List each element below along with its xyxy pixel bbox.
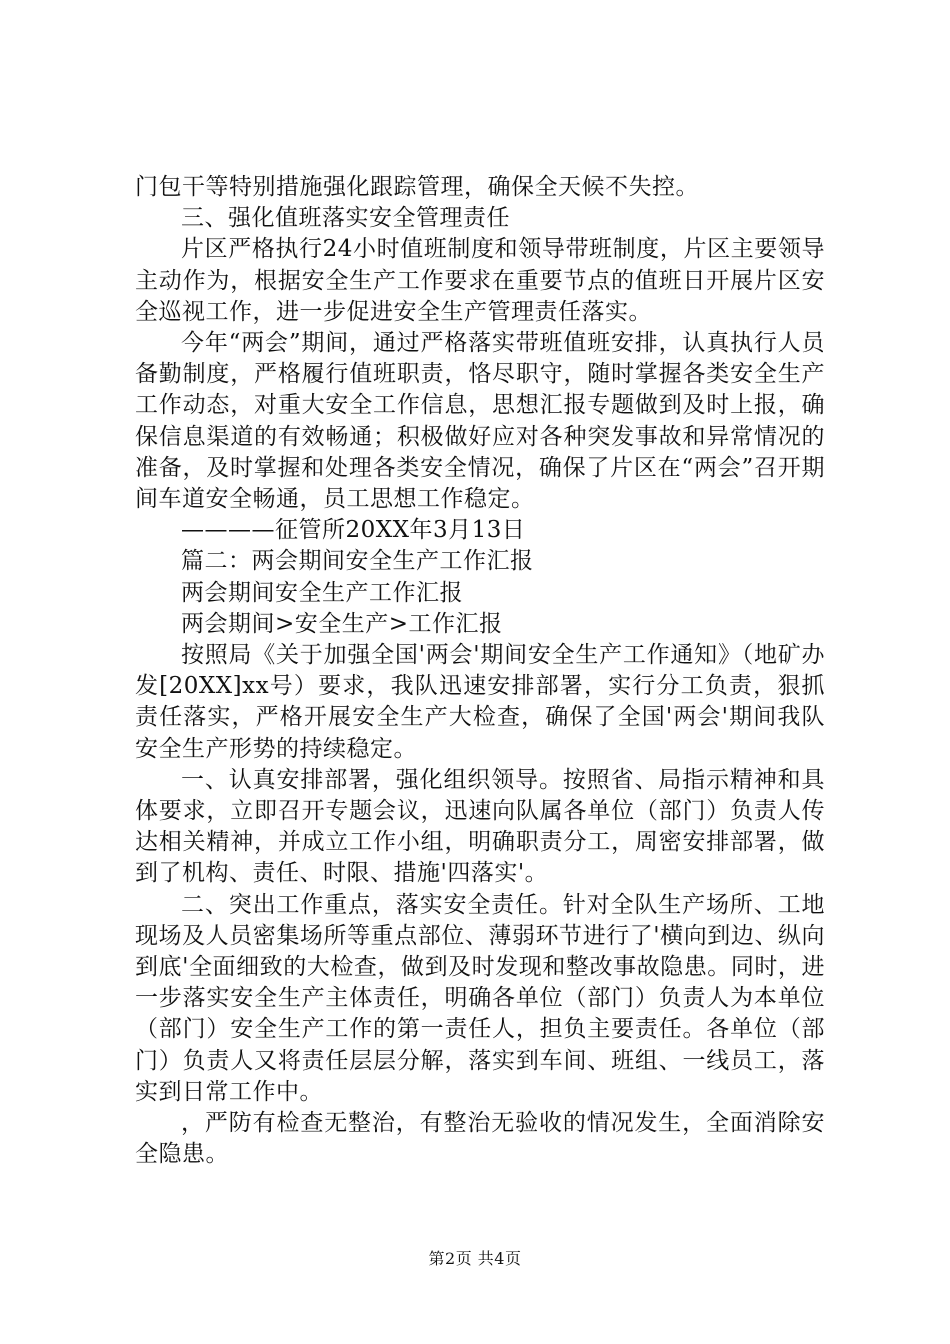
page-footer: 第2页 共4页 [428, 1249, 522, 1268]
paragraph-closing-fragment: ，严防有检查无整治，有整治无验收的情况发生，全面消除安全隐患。 [135, 1110, 825, 1168]
paragraph-section-one: 一、认真安排部署，强化组织领导。按照省、局指示精神和具体要求，立即召开专题会议，迅速向队属各单位（部门）负责人传达相关精神，并成立工作小组，明确职责分工，周密安排部署，做到了机构、责任、时限、措施'四落实'。 [135, 766, 825, 887]
document-body [135, 172, 825, 1171]
paragraph-section-two: 二、突出工作重点，落实安全责任。针对全队生产场所、工地现场及人员密集场所等重点部位、薄弱环节进行了'横向到边、纵向到底'全面细致的大检查，做到及时发现和整改事故隐患。同时，进一步落实安全生产主体责任，明确各单位（部门）负责人为本单位（部门）安全生产工作的第一责任人，担负主要责任。各单位（部门）负责人又将责任层层分解，落实到车间、班组、一线员工，落实到日常工作中。 [135, 891, 825, 1105]
article-two-subtitle: 两会期间安全生产工作汇报 [181, 579, 463, 606]
paragraph-two-sessions-duty: 今年“两会”期间，通过严格落实带班值班安排，认真执行人员备勤制度，严格履行值班职责，恪尽职守，随时掌握各类安全生产工作动态，对重大安全工作信息，思想汇报专题做到及时上报，确保信息渠道的有效畅通；积极做好应对各种突发事故和异常情况的准备，及时掌握和处理各类安全情况，确保了片区在“两会”召开期间车道安全畅通，员工思想工作稳定。 [135, 330, 825, 513]
article-two-breadcrumb: 两会期间>安全生产>工作汇报 [181, 610, 503, 637]
paragraph-continuation: 门包干等特别措施强化跟踪管理，确保全天候不失控。 [135, 174, 699, 200]
paragraph-duty-system: 片区严格执行24小时值班制度和领导带班制度，片区主要领导主动作为，根据安全生产工作要求在重要节点的值班日开展片区安全巡视工作，进一步促进安全生产管理责任落实。 [135, 236, 825, 325]
paragraph-intro-notice: 按照局《关于加强全国'两会'期间安全生产工作通知》（地矿办发[20XX]xx号）要求，我队迅速安排部署，实行分工负责，狠抓责任落实，严格开展安全生产大检查，确保了全国'两会'期间我队安全生产形势的持续稳定。 [135, 642, 825, 762]
section-heading-three: 三、强化值班落实安全管理责任 [181, 205, 510, 232]
signature-date-line: ————征管所20XX年3月13日 [181, 517, 526, 544]
article-two-title: 篇二：两会期间安全生产工作汇报 [181, 548, 534, 575]
